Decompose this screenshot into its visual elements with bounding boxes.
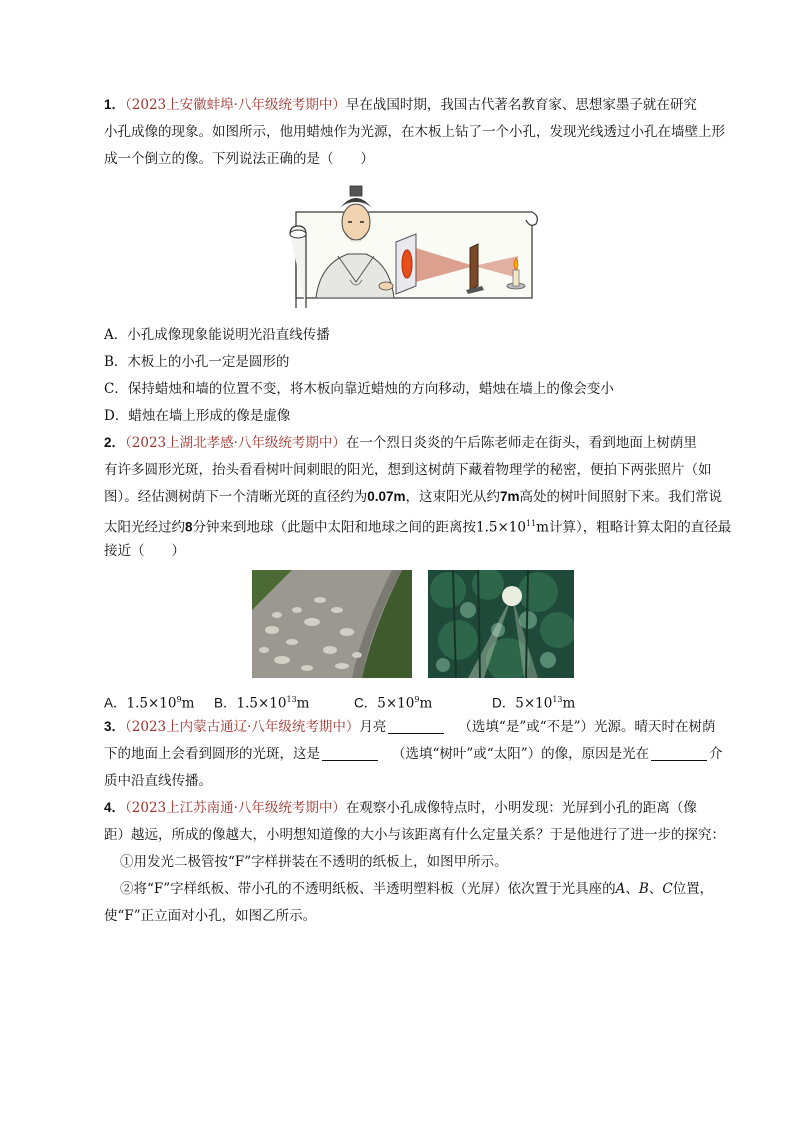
q2-source: 2023上湖北孝感·八年级统考期中 <box>131 435 333 451</box>
q2-height: 7m <box>500 489 520 504</box>
q1-source: 2023上安徽蚌埠·八年级统考期中 <box>131 97 333 113</box>
q3-text-1a: 月亮 <box>359 719 387 735</box>
q3-source-close: ） <box>345 719 360 735</box>
q2-text-4a: 太阳光经过约 <box>104 519 185 536</box>
q2-text-4c: 分钟来到地球（此题中太阳和地球之间的距离按 <box>192 519 477 536</box>
q2-text-4f: 计算），粗略计算太阳的直径最 <box>548 519 732 536</box>
q3-text-2b: （选填“树叶”或“太阳”）的像，原因是光在 <box>392 746 650 762</box>
q3-text-2c: 介 <box>709 746 723 762</box>
q3-text-3: 质中沿直线传播。 <box>104 773 212 789</box>
q2-source-open: （ <box>125 435 132 451</box>
q3-blank-2[interactable] <box>322 746 378 761</box>
q2-distance-unit: m <box>536 519 549 536</box>
q3-text-1b: （选填“是”或“不是”）光源。晴天时在树荫 <box>458 719 716 735</box>
q3-source: 2023上内蒙古通辽·八年级统考期中 <box>131 719 346 735</box>
q1-line-1 <box>104 95 697 115</box>
q4-line-1 <box>104 798 697 818</box>
q4-step-2b: 位置， <box>672 881 714 897</box>
q4-source: 2023上江苏南通·八年级统考期中 <box>131 800 333 816</box>
q2-text-3c: ，这束阳光从约 <box>405 489 501 505</box>
q2-option-d: D．$5\times 10^{13}m$ <box>492 695 576 712</box>
q4-step-1: ①用发光二极管按“F”字样拼装在不透明的纸板上，如图甲所示。 <box>120 854 508 870</box>
q3-source-open: （ <box>125 719 132 735</box>
q2-option-b: B．$1.5\times 10^{13}m$ <box>214 695 310 712</box>
q1-option-c: C．保持蜡烛和墙的位置不变，将木板向靠近蜡烛的方向移动，蜡烛在墙上的像会变小 <box>104 381 614 397</box>
q2-text-4 <box>104 514 731 538</box>
q2-option-a: A．$1.5\times 10^9m$ <box>104 695 195 712</box>
q4-position-c: C <box>662 881 673 897</box>
q3-blank-3[interactable] <box>651 746 707 761</box>
q4-position-b: B <box>638 881 649 897</box>
sunlight-trees-photo <box>428 570 574 678</box>
q4-step-2-cont: 使“F”正立面对小孔，如图乙所示。 <box>104 908 317 924</box>
q1-text-2: 小孔成像的现象。如图所示，他用蜡烛作为光源，在木板上钻了一个小孔，发现光线透过小孔在墙壁上形 <box>104 124 725 140</box>
q2-line-1 <box>104 433 697 453</box>
q2-minutes: 8 <box>185 519 193 535</box>
q1-option-a: A．小孔成像现象能说明光沿直线传播 <box>104 327 330 343</box>
q1-option-b: B．木板上的小孔一定是圆形的 <box>104 354 290 370</box>
q1-text-1: 早在战国时期，我国古代著名教育家、思想家墨子就在研究 <box>345 97 697 113</box>
q4-position-a: A <box>615 881 626 897</box>
q4-step-2a: ②将“F”字样纸板、带小孔的不透明纸板、半透明塑料板（光屏）依次置于光具座的 <box>120 881 616 897</box>
q2-distance-base: 1.5×10 <box>476 519 526 536</box>
q2-text-1: 在一个烈日炎炎的午后陈老师走在街头，看到地面上树荫里 <box>345 435 697 451</box>
q1-source-open: （ <box>125 97 132 113</box>
q3-number: 3． <box>104 719 126 734</box>
q1-option-d: D．蜡烛在墙上形成的像是虚像 <box>104 408 291 424</box>
q2-source-close: ） <box>332 435 346 451</box>
q2-option-c: C．$5\times 10^9m$ <box>354 695 433 712</box>
q2-spot-diameter: 0.07m <box>367 489 406 504</box>
q3-line-2 <box>104 744 723 764</box>
mozi-pinhole-figure <box>286 182 540 314</box>
q2-distance-exp: 11 <box>525 519 537 528</box>
q4-step-2: ②将“F”字样纸板、带小孔的不透明纸板、半透明塑料板（光屏）依次置于光具座的A、B、C位置， <box>120 881 714 897</box>
q4-source-close: ） <box>332 800 346 816</box>
q2-text-5: 接近（ ） <box>104 543 185 559</box>
q1-number: 1． <box>104 97 126 112</box>
q1-source-close: ） <box>332 97 346 113</box>
q3-text-2a: 下的地面上会看到圆形的光斑，这是 <box>104 746 320 762</box>
q4-text-2: 距）越远，所成的像越大，小明想知道像的大小与该距离有什么定量关系？于是他进行了进一步的探究： <box>104 827 725 843</box>
q2-text-3 <box>104 487 722 507</box>
q3-line-1 <box>104 717 716 737</box>
q4-text-1: 在观察小孔成像特点时，小明发现：光屏到小孔的距离（像 <box>345 800 697 816</box>
shade-photo-left <box>252 570 412 678</box>
q2-text-3d: 高处的树叶间照射下来。我们常说 <box>519 489 723 505</box>
q2-text-2: 有许多圆形光斑，抬头看看树叶间刺眼的阳光，想到这树荫下藏着物理学的秘密，便拍下两张照片（如 <box>104 462 712 478</box>
q4-number: 4． <box>104 800 126 815</box>
q3-blank-1[interactable] <box>388 719 444 734</box>
q1-text-3: 成一个倒立的像。下列说法正确的是（ ） <box>104 151 374 167</box>
q2-text-3a: 图）。经估测树荫下一个清晰光斑的直径约为 <box>104 489 368 505</box>
q2-number: 2． <box>104 435 126 450</box>
q4-source-open: （ <box>125 800 132 816</box>
